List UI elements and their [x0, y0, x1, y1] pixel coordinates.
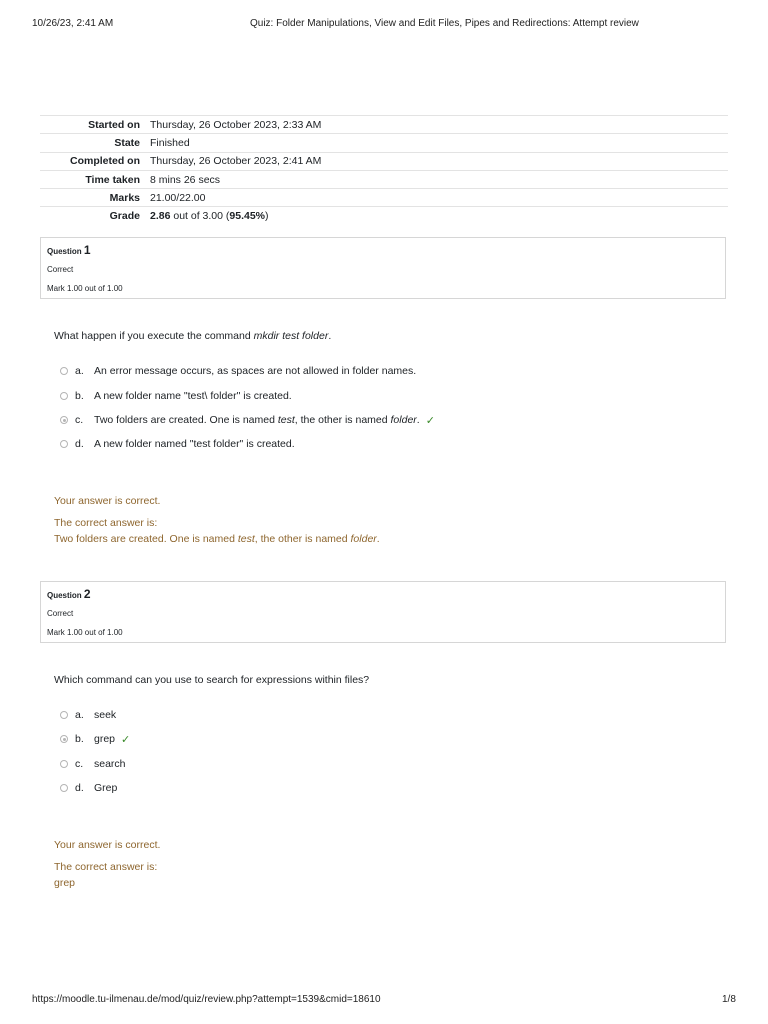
summary-label: Completed on	[70, 155, 140, 168]
answer-option-b[interactable]	[60, 732, 130, 746]
summary-value	[150, 207, 728, 225]
answer-feedback: Your answer is correct.	[54, 495, 161, 507]
option-text: search	[94, 758, 126, 770]
option-text-italic: test	[277, 414, 295, 426]
summary-label: Marks	[109, 191, 140, 204]
summary-row-state	[40, 134, 728, 152]
option-letter: d.	[75, 438, 84, 450]
correct-answer-label: The correct answer is:	[54, 861, 158, 873]
option-letter: d.	[75, 782, 84, 794]
print-title: Quiz: Folder Manipulations, View and Edit Files, Pipes and Redirections: Attempt review	[250, 18, 639, 29]
option-letter: c.	[75, 414, 84, 426]
summary-row-started	[40, 116, 728, 134]
option-text: A new folder named "test folder" is created.	[94, 438, 295, 450]
option-text: An error message occurs, as spaces are not allowed in folder names.	[94, 365, 417, 377]
option-letter: b.	[75, 733, 84, 745]
question-text-start: What happen if you execute the command	[54, 330, 254, 342]
check-icon: ✓	[425, 413, 435, 427]
summary-row-marks	[40, 189, 728, 207]
grade-end: )	[265, 210, 269, 223]
check-icon: ✓	[121, 732, 131, 746]
option-text-italic: folder	[390, 414, 417, 426]
question-state: Correct	[47, 609, 74, 618]
summary-label: Time taken	[85, 173, 140, 186]
radio-button-selected[interactable]	[60, 735, 68, 743]
question-info-1	[40, 237, 726, 299]
summary-value: Finished	[150, 136, 190, 149]
answer-option-d[interactable]	[60, 781, 117, 795]
page-number: 1/8	[722, 994, 736, 1005]
print-date: 10/26/23, 2:41 AM	[32, 18, 114, 29]
question-label: Question	[47, 591, 82, 600]
question-grade: Mark 1.00 out of 1.00	[47, 284, 123, 293]
question-text-1	[54, 330, 331, 342]
question-label: Question	[47, 247, 82, 256]
radio-button[interactable]	[60, 760, 68, 768]
correct-answer: grep	[54, 877, 76, 889]
summary-label: State	[114, 136, 140, 149]
summary-label: Started on	[88, 118, 140, 131]
option-letter: a.	[75, 365, 84, 377]
answer-feedback: Your answer is correct.	[54, 839, 161, 851]
correct-answer-part: Two folders are created. One is named	[54, 533, 238, 545]
answer-option-c[interactable]	[60, 757, 126, 771]
correct-answer-label: The correct answer is:	[54, 517, 158, 529]
correct-answer-italic: test	[237, 533, 255, 545]
question-state: Correct	[47, 265, 74, 274]
summary-label: Grade	[109, 210, 140, 223]
radio-button[interactable]	[60, 392, 68, 400]
summary-value: Thursday, 26 October 2023, 2:41 AM	[150, 155, 322, 168]
correct-answer-part: .	[376, 533, 380, 545]
option-text-part: .	[416, 414, 420, 426]
summary-value: Thursday, 26 October 2023, 2:33 AM	[150, 118, 322, 131]
question-num: 1	[83, 243, 91, 257]
correct-answer	[54, 533, 380, 545]
attempt-summary-table	[40, 115, 728, 225]
grade-score: 2.86	[150, 210, 171, 223]
option-text: grep	[94, 733, 116, 745]
question-info-2	[40, 581, 726, 643]
print-url: https://moodle.tu-ilmenau.de/mod/quiz/review.php?attempt=1539&cmid=18610	[32, 994, 381, 1005]
radio-button[interactable]	[60, 440, 68, 448]
grade-middle: out of 3.00 (	[170, 210, 230, 223]
radio-button[interactable]	[60, 367, 68, 375]
option-text-part: Two folders are created. One is named	[94, 414, 278, 426]
radio-button[interactable]	[60, 784, 68, 792]
correct-answer-italic: folder	[350, 533, 377, 545]
option-text	[94, 414, 420, 426]
summary-value: 21.00/22.00	[150, 191, 206, 204]
answer-option-d[interactable]	[60, 437, 295, 451]
option-letter: b.	[75, 390, 84, 402]
option-text-part: , the other is named	[294, 414, 391, 426]
question-text-end: .	[328, 330, 332, 342]
summary-row-completed	[40, 152, 728, 170]
radio-button[interactable]	[60, 711, 68, 719]
summary-row-time	[40, 170, 728, 188]
correct-answer-part: , the other is named	[254, 533, 351, 545]
radio-button-selected[interactable]	[60, 416, 68, 424]
answer-option-c[interactable]	[60, 413, 435, 427]
answer-option-a[interactable]	[60, 708, 116, 722]
summary-value: 8 mins 26 secs	[150, 173, 221, 186]
option-letter: a.	[75, 709, 84, 721]
grade-percent: 95.45%	[229, 210, 266, 223]
question-grade: Mark 1.00 out of 1.00	[47, 628, 123, 637]
option-letter: c.	[75, 758, 84, 770]
question-number	[47, 587, 91, 601]
summary-row-grade	[40, 207, 728, 225]
question-number	[47, 243, 91, 257]
answer-option-a[interactable]	[60, 364, 416, 378]
option-text: A new folder name "test\ folder" is created.	[94, 390, 292, 402]
option-text: seek	[94, 709, 117, 721]
option-text: Grep	[94, 782, 118, 794]
question-text-2: Which command can you use to search for expressions within files?	[54, 674, 370, 686]
question-text-command: mkdir test folder	[253, 330, 329, 342]
answer-option-b[interactable]	[60, 389, 292, 403]
question-num: 2	[83, 587, 91, 601]
